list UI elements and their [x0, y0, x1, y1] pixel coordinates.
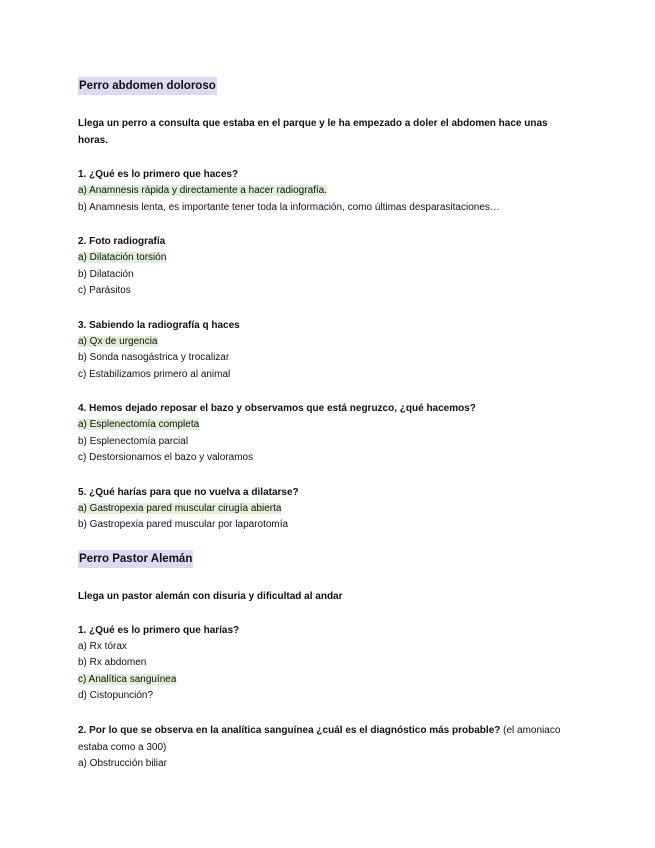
- section-title: Perro abdomen doloroso: [78, 77, 217, 95]
- answer-option: a) Anamnesis rápida y directamente a hacer radiografía.: [78, 185, 328, 196]
- answer-option: b) Dilatación: [78, 268, 134, 280]
- question-text: 1. ¿Qué es lo primero que haces?: [78, 169, 239, 180]
- case-intro: Llega un pastor alemán con disuria y dificultad al andar: [78, 590, 343, 602]
- answer-option: b) Sonda nasogástrica y trocalizar: [78, 352, 230, 363]
- question-text: 4. Hemos dejado reposar el bazo y observamos que está negruzco, ¿qué hacemos?: [78, 403, 476, 414]
- question-text: 3. Sabiendo la radiografía q haces: [78, 319, 240, 331]
- case-intro: Llega un perro a consulta que estaba en el parque y le ha empezado a doler el abdomen hace unas horas.: [78, 118, 548, 146]
- answer-option: c) Analítica sanguínea: [78, 673, 177, 685]
- answer-option: a) Qx de urgencia: [78, 335, 158, 347]
- question-block: [78, 722, 578, 773]
- section-perro-abdomen: [78, 76, 578, 534]
- question-text: 5. ¿Qué harías para que no vuelva a dilatarse?: [78, 486, 299, 498]
- question-block: [78, 233, 578, 300]
- question-block: [78, 622, 578, 705]
- question-note: (el amoniaco estaba como a 300): [78, 724, 561, 753]
- answer-option: c) Parásitos: [78, 285, 131, 296]
- question-block: [78, 317, 578, 384]
- section-pastor-aleman: [78, 549, 578, 773]
- question-block: [78, 484, 578, 534]
- question-text: 1. ¿Qué es lo primero que harías?: [78, 624, 240, 636]
- answer-option: c) Destorsionamos el bazo y valoramos: [78, 452, 254, 463]
- question-text: 2. Por lo que se observa en la analítica sanguínea ¿cuál es el diagnóstico más probable? (el amoniaco estaba como a 300): [78, 724, 561, 753]
- answer-option: a) Rx tórax: [78, 640, 127, 652]
- answer-option: b) Rx abdomen: [78, 657, 147, 668]
- document-content: [78, 76, 578, 772]
- answer-option: a) Esplenectomía completa: [78, 419, 200, 430]
- answer-option: c) Estabilizamos primero al animal: [78, 368, 231, 380]
- question-block: [78, 166, 578, 216]
- answer-option: a) Obstrucción biliar: [78, 757, 167, 769]
- section-title: Perro Pastor Alemán: [78, 550, 193, 568]
- answer-option: b) Esplenectomía parcial: [78, 435, 189, 447]
- answer-option: d) Cistopunción?: [78, 690, 154, 701]
- question-block: [78, 400, 578, 467]
- answer-option: b) Anamnesis lenta, es importante tener toda la información, como últimas desparasitaciones…: [78, 201, 500, 213]
- answer-option: a) Dilatación torsión: [78, 252, 167, 263]
- answer-option: a) Gastropexia pared muscular cirugía abierta: [78, 502, 282, 514]
- answer-option: b) Gastropexia pared muscular por laparotomía: [78, 519, 289, 530]
- question-text: 2. Foto radiografía: [78, 236, 166, 247]
